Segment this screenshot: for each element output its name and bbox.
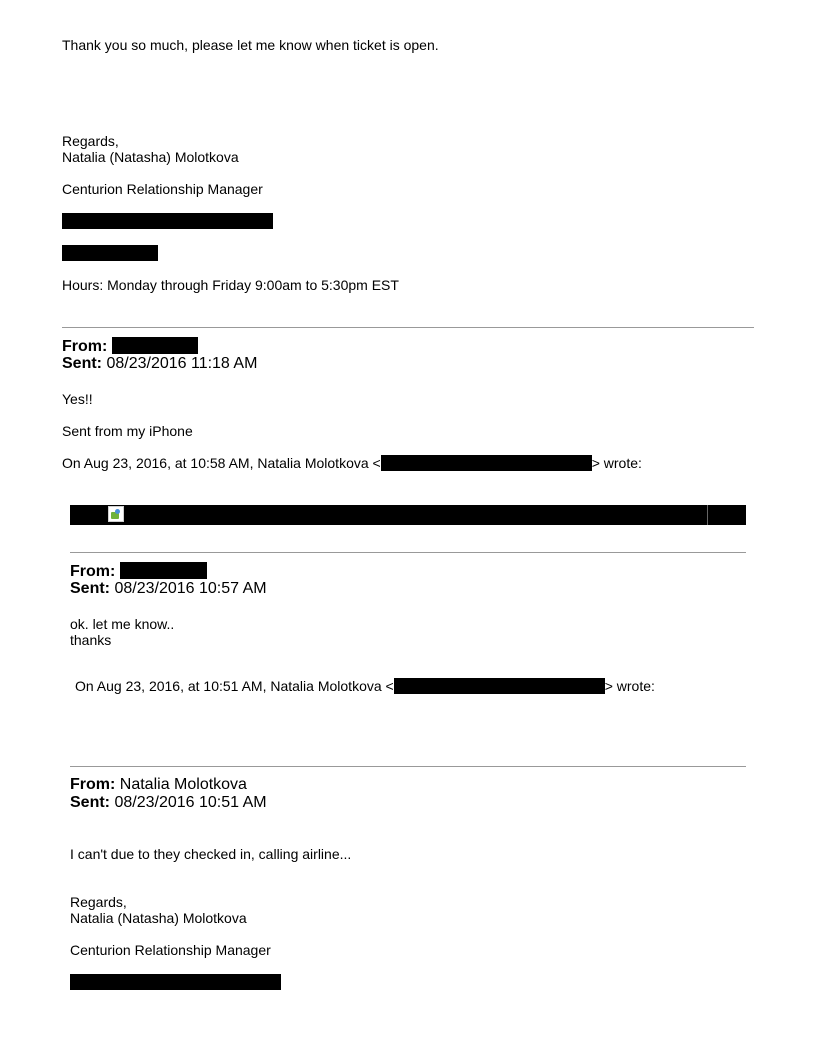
from-line [70, 776, 247, 794]
from-label: From: [70, 776, 116, 793]
from-line [70, 562, 207, 581]
signature-regards: Regards, [70, 894, 127, 910]
signature-title: Centurion Relationship Manager [62, 181, 263, 197]
quote-attribution [75, 678, 655, 694]
quote-prefix: On Aug 23, 2016, at 10:58 AM, Natalia Molotkova < [62, 455, 381, 471]
redacted-email [394, 678, 605, 694]
redacted-email [381, 455, 592, 471]
sent-value: 08/23/2016 10:51 AM [114, 794, 267, 811]
message-body: Thank you so much, please let me know when ticket is open. [62, 37, 439, 53]
message-body: I can't due to they checked in, calling airline... [70, 846, 352, 862]
signature-regards: Regards, [62, 133, 119, 149]
sent-label: Sent: [62, 355, 102, 372]
sent-line [70, 580, 267, 598]
signature-title: Centurion Relationship Manager [70, 942, 271, 958]
message-divider [70, 552, 746, 553]
quote-suffix: > wrote: [604, 678, 655, 694]
signature-hours: Hours: Monday through Friday 9:00am to 5:30pm EST [62, 277, 399, 293]
sent-line [70, 794, 267, 812]
mobile-signature: Sent from my iPhone [62, 423, 193, 439]
message-divider [70, 766, 746, 767]
redacted-banner [70, 505, 746, 525]
sent-label: Sent: [70, 580, 110, 597]
quote-prefix: On Aug 23, 2016, at 10:51 AM, Natalia Molotkova < [75, 678, 394, 694]
quote-attribution [62, 455, 642, 471]
quote-suffix: > wrote: [591, 455, 642, 471]
from-value: Natalia Molotkova [119, 776, 247, 793]
banner-separator [707, 505, 708, 525]
message-body-line: thanks [70, 632, 112, 648]
sent-value: 08/23/2016 10:57 AM [114, 580, 267, 597]
from-label: From: [70, 563, 116, 580]
from-label: From: [62, 338, 108, 355]
message-body-line: ok. let me know.. [70, 616, 175, 632]
broken-image-icon [108, 506, 124, 522]
redacted-sender [112, 337, 198, 354]
signature-name: Natalia (Natasha) Molotkova [62, 149, 239, 165]
message-divider [62, 327, 754, 328]
sent-value: 08/23/2016 11:18 AM [106, 355, 258, 372]
redacted-email [62, 213, 273, 229]
sent-line [62, 355, 257, 373]
redacted-sender [120, 562, 207, 579]
redacted-email [70, 974, 281, 990]
from-line [62, 337, 198, 356]
redacted-phone [62, 245, 158, 261]
message-body: Yes!! [62, 391, 93, 407]
sent-label: Sent: [70, 794, 110, 811]
signature-name: Natalia (Natasha) Molotkova [70, 910, 247, 926]
